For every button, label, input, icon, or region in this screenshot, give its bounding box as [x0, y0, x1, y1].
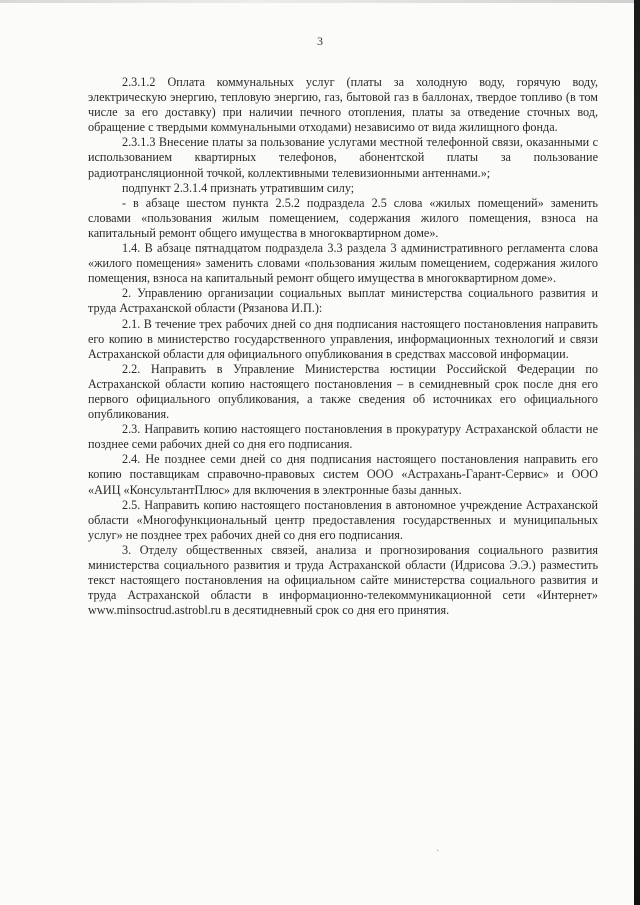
paragraph-2-3-1-2: 2.3.1.2 Оплата коммунальных услуг (платы за холодную воду, горячую воду, электрическую энергию, тепловую энергию, газ, бытовой газ в баллонах, твердое топливо (в том числе за его доставку) при наличии печного отопления, платы за отведение сточных вод, обращение с твердыми коммунальными отходами) независимо от вида жилищного фонда.: [88, 75, 598, 135]
page-number: 3: [317, 34, 323, 48]
paragraph-2: 2. Управлению организации социальных выплат министерства социального развития и труда Астраханской области (Рязанова И.П.):: [88, 286, 598, 316]
paragraph-2-3-1-4: подпункт 2.3.1.4 признать утратившим силу;: [122, 180, 355, 195]
scan-edge-top: [0, 0, 640, 3]
paragraph-2-3-1-3: 2.3.1.3 Внесение платы за пользование услугами местной телефонной связи, оказанными с использованием квартирных телефонов, абонентской платы за пользование радиотрансляционной точкой, коллективными телевизионными антеннами.»;: [88, 135, 598, 180]
paragraph-3: 3. Отделу общественных связей, анализа и прогнозирования социального развития министерства социального развития и труда Астраханской области (Идрисова Э.Э.) разместить текст настоящего постановления на официальном сайте министерства социального развития и труда Астраханской области в информационно-телекоммуникационной сети «Интернет» www.minsoctrud.astrobl.ru в десятидневный срок со дня его принятия.: [88, 542, 598, 618]
scan-speck: ·: [436, 846, 440, 857]
paragraph-2-2: 2.2. Направить в Управление Министерства юстиции Российской Федерации по Астраханской области копию настоящего постановления – в семидневный срок после дня его первого официального опубликования, а также сведения об источниках его официального опубликования.: [88, 361, 598, 422]
paragraph-2-1: 2.1. В течение трех рабочих дней со дня подписания настоящего постановления направить его копию в министерство государственного управления, информационных технологий и связи Астраханской области для официального опубликования в средствах массовой информации.: [88, 316, 598, 361]
paragraph-2-5: 2.5. Направить копию настоящего постановления в автономное учреждение Астраханской области «Многофункциональный центр предоставления государственных и муниципальных услуг» не позднее трех рабочих дней со дня его подписания.: [88, 497, 598, 542]
paragraph-2-4: 2.4. Не позднее семи дней со дня подписания настоящего постановления направить его копию поставщикам справочно-правовых систем ООО «Астрахань-Гарант-Сервис» и ООО «АИЦ «КонсультантПлюс» для включения в электронные базы данных.: [88, 452, 598, 497]
document-body: [88, 75, 598, 618]
paragraph-1-4: 1.4. В абзаце пятнадцатом подраздела 3.3 раздела 3 административного регламента слова «жилого помещения» заменить словами «пользования жилым помещением, содержания жилого помещения, взноса на капитальный ремонт общего имущества в многоквартирном доме».: [88, 241, 598, 286]
paragraph-2-5-2-amendment: - в абзаце шестом пункта 2.5.2 подраздела 2.5 слова «жилых помещений» заменить словами «пользования жилым помещением, содержания жилого помещения, взноса на капитальный ремонт общего имущества в многоквартирном доме».: [88, 195, 598, 240]
scan-edge-right: [634, 0, 640, 905]
paragraph-2-3: 2.3. Направить копию настоящего постановления в прокуратуру Астраханской области не позднее семи рабочих дней со дня его подписания.: [88, 422, 598, 452]
